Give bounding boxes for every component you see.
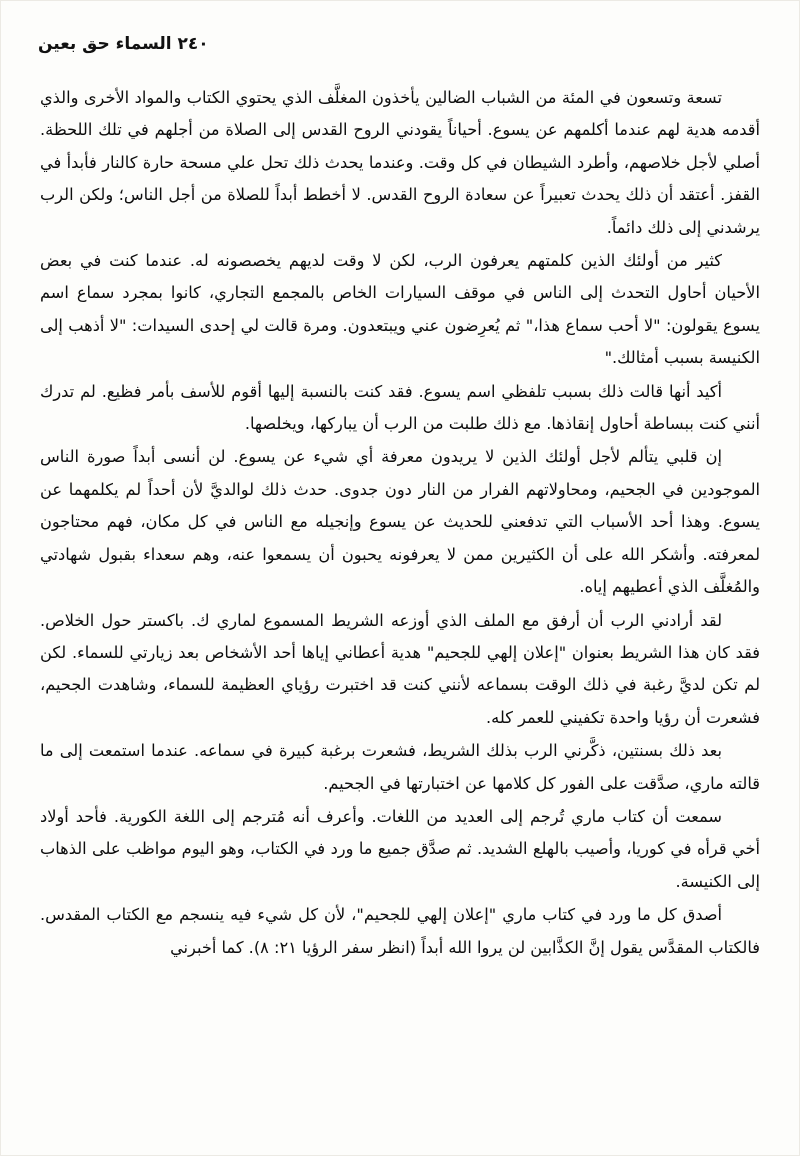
paragraph: سمعت أن كتاب ماري تُرجم إلى العديد من اللغات. وأعرف أنه مُترجم إلى اللغة الكورية. فأحد أولاد أخي قرأه في كوريا، وأصيب بالهلع الشديد. ثم صدَّق جميع ما ورد في الكتاب، وهو اليوم مواظب على الذهاب إلى الكنيسة. [40,806,760,891]
page-body [40,82,760,964]
paragraph: تسعة وتسعون في المئة من الشباب الضالين يأخذون المغلَّف الذي يحتوي الكتاب والمواد الأخرى والذي أقدمه هدية لهم عندما أكلمهم عن يسوع. أحياناً يقودني الروح القدس إلى الصلاة من أجلهم في تلك اللحظة. أصلي لأجل خلاصهم، وأطرد الشيطان في كل وقت. وعندما يحدث ذلك تحل علي مسحة حارة كالنار فأبدأ في القفز. أعتقد أن ذلك يحدث تعبيراً عن سعادة الروح القدس. لا أخطط أبداً للصلاة من أجل الناس؛ ولكن الرب يرشدني إلى ذلك دائماً. [40,88,760,237]
paragraph: أكيد أنها قالت ذلك بسبب تلفظي اسم يسوع. فقد كنت بالنسبة إليها أقوم للأسف بأمر فظيع. لم تدرك أنني كنت ببساطة أحاول إنقاذها. مع ذلك طلبت من الرب أن يباركها، ويخلصها. [40,381,760,434]
page-header-text: ٢٤٠ السماء حق بعين [38,34,209,54]
page-header [38,34,762,54]
paragraph: كثير من أولئك الذين كلمتهم يعرفون الرب، لكن لا وقت لديهم يخصصونه له. عندما كنت في بعض الأحيان أحاول التحدث إلى الناس في موقف السيارات الخاص بالمجمع التجاري، كانوا بمجرد سماع اسم يسوع يقولون: "لا أحب سماع هذا،" ثم يُعرِضون عني ويبتعدون. ومرة قالت لي إحدى السيدات: "لا أذهب إلى الكنيسة بسبب أمثالك." [40,251,760,368]
paragraph: لقد أرادني الرب أن أرفق مع الملف الذي أوزعه الشريط المسموع لماري ك. باكستر حول الخلاص. فقد كان هذا الشريط بعنوان "إعلان إلهي للجحيم" هدية أعطاني إياها أحد الأشخاص بعد زيارتي للسماء. لكن لم تكن لديَّ رغبة في ذلك الوقت بسماعه لأنني كنت قد اختبرت رؤياي العظيمة للسماء، وشاهدت الجحيم، فشعرت أن رؤيا واحدة تكفيني للعمر كله. [40,610,760,727]
paragraph: بعد ذلك بسنتين، ذكَّرني الرب بذلك الشريط، فشعرت برغبة كبيرة في سماعه. عندما استمعت إلى ما قالته ماري، صدَّقت على الفور كل كلامها عن اختبارتها في الجحيم. [40,741,760,793]
paragraph: أصدق كل ما ورد في كتاب ماري "إعلان إلهي للجحيم"، لأن كل شيء فيه ينسجم مع الكتاب المقدس. فالكتاب المقدَّس يقول إنَّ الكذَّابين لن يروا الله أبداً (انظر سفر الرؤيا ٢١: ٨). كما أخبرني [40,905,760,957]
paragraph: إن قلبي يتألم لأجل أولئك الذين لا يريدون معرفة أي شيء عن يسوع. لن أنسى أبداً صورة الناس الموجودين في الجحيم، ومحاولاتهم الفرار من النار دون جدوى. حدث ذلك لوالديَّ لأن أحداً لم يكلمهما عن يسوع. وهذا أحد الأسباب التي تدفعني للحديث عن يسوع وإنجيله مع الناس في كل مكان، فهم محتاجون لمعرفته. وأشكر الله على أن الكثيرين ممن لا يعرفونه يحبون أن يسمعوا عنه، وهم سعداء بقبول شهادتي والمُغلَّف الذي أعطيهم إياه. [40,447,760,597]
